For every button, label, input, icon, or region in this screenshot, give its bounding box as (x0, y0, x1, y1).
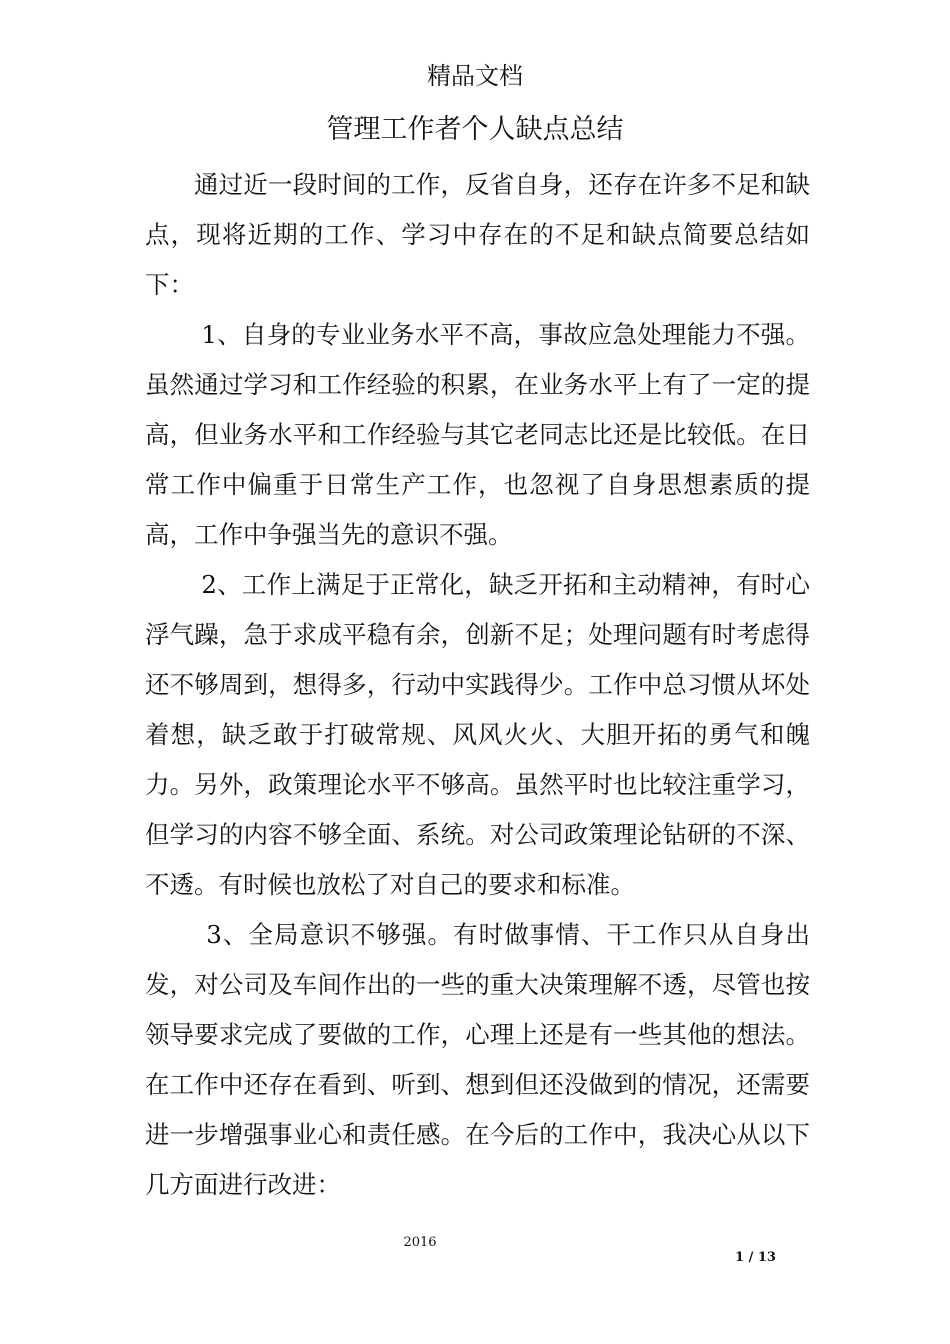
paragraph-point-3: 3、全局意识不够强。有时做事情、干工作只从自身出发，对公司及车间作出的一些的重大决策理解不透，尽管也按领导要求完成了要做的工作，心理上还是有一些其他的想法。在工作中还存在看到、听到、想到但还没做到的情况，还需要进一步增强事业心和责任感。在今后的工作中，我决心从以下几方面进行改进： (145, 920, 810, 1199)
header-label: 精品文档 (427, 62, 523, 90)
paragraph-point-1: 1、自身的专业业务水平不高，事故应急处理能力不强。虽然通过学习和工作经验的积累，在业务水平上有了一定的提高，但业务水平和工作经验与其它老同志比还是比较低。在日常工作中偏重于日常生产工作，也忽视了自身思想素质的提高，工作中争强当先的意识不强。 (145, 320, 810, 549)
footer-year: 2016 (403, 1235, 437, 1250)
paragraph-point-2: 2、工作上满足于正常化，缺乏开拓和主动精神，有时心浮气躁，急于求成平稳有余，创新不足；处理问题有时考虑得还不够周到，想得多，行动中实践得少。工作中总习惯从坏处着想，缺乏敢于打破常规、风风火火、大胆开拓的勇气和魄力。另外，政策理论水平不够高。虽然平时也比较注重学习，但学习的内容不够全面、系统。对公司政策理论钻研的不深、不透。有时候也放松了对自己的要求和标准。 (145, 570, 810, 899)
paragraph-intro: 通过近一段时间的工作，反省自身，还存在许多不足和缺点，现将近期的工作、学习中存在的不足和缺点简要总结如下： (145, 170, 810, 299)
document-body (145, 160, 810, 1210)
document-title: 管理工作者个人缺点总结 (326, 114, 624, 145)
page-indicator: 1 / 13 (735, 1250, 776, 1265)
